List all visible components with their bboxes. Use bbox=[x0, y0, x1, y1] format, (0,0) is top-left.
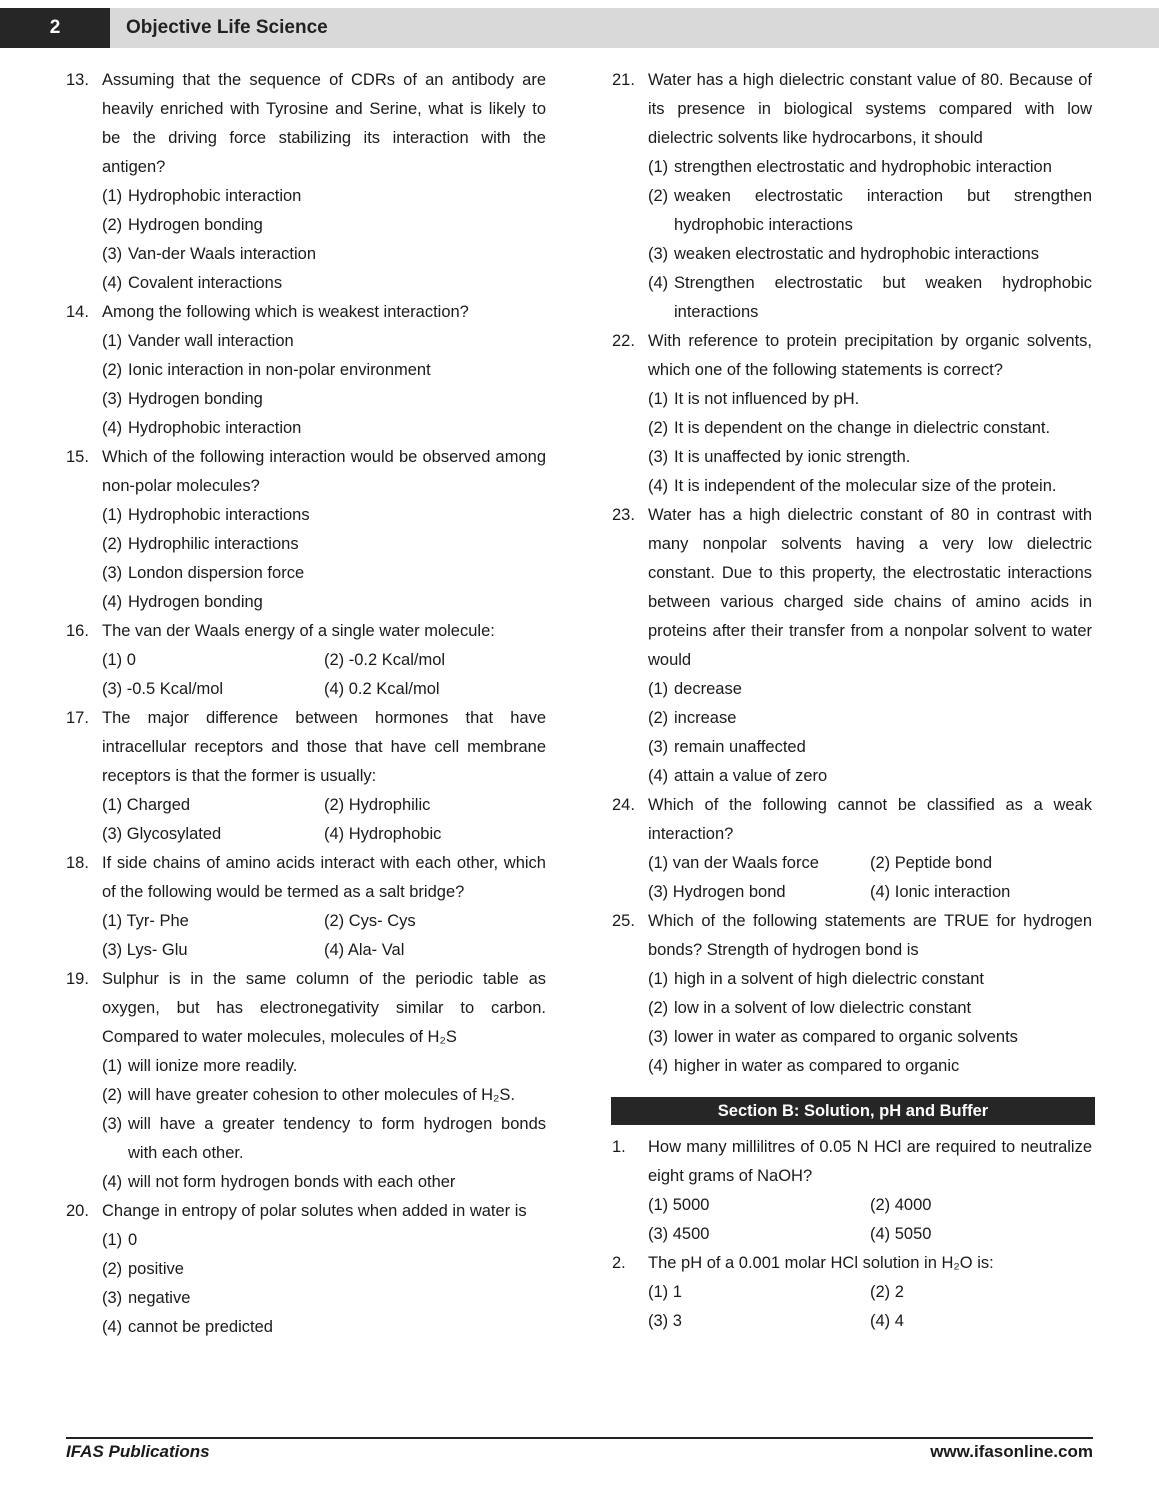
option-label: (1) bbox=[648, 970, 669, 988]
question bbox=[66, 298, 546, 443]
option-row bbox=[648, 1220, 1092, 1249]
answer-option: (2) Peptide bond bbox=[870, 854, 993, 872]
option-label: (4) bbox=[102, 593, 123, 611]
answer-option: (1) It is not influenced by pH. bbox=[648, 385, 1092, 414]
answer-option: (4) Covalent interactions bbox=[102, 269, 546, 298]
answer-option: (1) 0 bbox=[102, 651, 136, 669]
question-number: 21. bbox=[612, 71, 635, 89]
option-label: (4) bbox=[648, 274, 669, 292]
answer-option: (4) Hydrogen bonding bbox=[102, 588, 546, 617]
question-text: With reference to protein precipitation by organic solvents, which one of the following statements is correct? bbox=[648, 332, 1092, 379]
question bbox=[66, 617, 546, 704]
question bbox=[66, 1197, 546, 1342]
question bbox=[66, 443, 546, 617]
option-row bbox=[102, 820, 546, 849]
option-label: (3) bbox=[648, 448, 669, 466]
answer-option: (1) strengthen electrostatic and hydrophobic interaction bbox=[648, 153, 1092, 182]
question bbox=[66, 66, 546, 298]
question-text: The major difference between hormones that have intracellular receptors and those that have cell membrane receptors is that the former is usually: bbox=[102, 709, 546, 785]
answer-option: (4) higher in water as compared to organic bbox=[648, 1052, 1092, 1081]
option-label: (2) bbox=[648, 187, 669, 205]
option-label: (1) bbox=[648, 158, 669, 176]
option-label: (2) bbox=[102, 535, 123, 553]
answer-option: (4) 0.2 Kcal/mol bbox=[324, 680, 440, 698]
question-number: 14. bbox=[66, 303, 89, 321]
answer-option: (3) Hydrogen bond bbox=[648, 883, 786, 901]
answer-option: (4) It is independent of the molecular size of the protein. bbox=[648, 472, 1092, 501]
option-label: (3) bbox=[102, 1115, 123, 1133]
right-column-questions bbox=[612, 66, 1092, 1081]
answer-option: (2) increase bbox=[648, 704, 1092, 733]
answer-option: (3) 4500 bbox=[648, 1225, 710, 1243]
option-row bbox=[102, 936, 546, 965]
question-text: If side chains of amino acids interact with each other, which of the following would be termed as a salt bridge? bbox=[102, 854, 546, 901]
question-number: 22. bbox=[612, 332, 635, 350]
option-label: (1) bbox=[102, 506, 123, 524]
question bbox=[612, 501, 1092, 791]
question bbox=[612, 327, 1092, 501]
question-number: 2. bbox=[612, 1254, 626, 1272]
option-label: (2) bbox=[648, 419, 669, 437]
option-row bbox=[648, 1278, 1092, 1307]
question-number: 16. bbox=[66, 622, 89, 640]
option-label: (2) bbox=[648, 709, 669, 727]
answer-option: (4) attain a value of zero bbox=[648, 762, 1092, 791]
option-label: (4) bbox=[102, 1318, 123, 1336]
question-text: The pH of a 0.001 molar HCl solution in H₂O is: bbox=[648, 1254, 994, 1272]
answer-option: (2) low in a solvent of low dielectric constant bbox=[648, 994, 1092, 1023]
answer-option: (4) 5050 bbox=[870, 1225, 932, 1243]
option-row bbox=[102, 675, 546, 704]
book-title: Objective Life Science bbox=[126, 17, 328, 38]
answer-option: (2) Hydrophilic interactions bbox=[102, 530, 546, 559]
answer-option: (3) Glycosylated bbox=[102, 825, 222, 843]
option-label: (3) bbox=[102, 1289, 123, 1307]
page-header bbox=[0, 8, 1159, 48]
answer-option: (3) It is unaffected by ionic strength. bbox=[648, 443, 1092, 472]
question bbox=[612, 1133, 1092, 1249]
option-label: (3) bbox=[102, 564, 123, 582]
answer-option: (3) 3 bbox=[648, 1312, 682, 1330]
answer-option: (4) Ala- Val bbox=[324, 941, 405, 959]
question-number: 18. bbox=[66, 854, 89, 872]
answer-option: (1) 0 bbox=[102, 1226, 546, 1255]
answer-option: (1) Vander wall interaction bbox=[102, 327, 546, 356]
question-text: Water has a high dielectric constant value of 80. Because of its presence in biological systems compared with low dielectric solvents like hydrocarbons, it should bbox=[648, 71, 1092, 147]
footer-website[interactable]: www.ifasonline.com bbox=[930, 1442, 1093, 1461]
answer-option: (4) Hydrophobic bbox=[324, 825, 442, 843]
question bbox=[612, 791, 1092, 907]
question-number: 1. bbox=[612, 1138, 626, 1156]
answer-option: (3) will have a greater tendency to form hydrogen bonds with each other. bbox=[102, 1110, 546, 1168]
answer-option: (3) weaken electrostatic and hydrophobic interactions bbox=[648, 240, 1092, 269]
page-number: 2 bbox=[0, 8, 110, 48]
question-number: 15. bbox=[66, 448, 89, 466]
option-label: (1) bbox=[102, 1231, 123, 1249]
answer-option: (2) weaken electrostatic interaction but strengthen hydrophobic interactions bbox=[648, 182, 1092, 240]
answer-option: (2) -0.2 Kcal/mol bbox=[324, 651, 446, 669]
question-number: 20. bbox=[66, 1202, 89, 1220]
option-row bbox=[102, 646, 546, 675]
question bbox=[66, 849, 546, 965]
option-label: (1) bbox=[648, 680, 669, 698]
option-row bbox=[648, 849, 1092, 878]
answer-option: (2) It is dependent on the change in dielectric constant. bbox=[648, 414, 1092, 443]
answer-option: (4) cannot be predicted bbox=[102, 1313, 546, 1342]
option-label: (2) bbox=[102, 361, 123, 379]
answer-option: (3) lower in water as compared to organic solvents bbox=[648, 1023, 1092, 1052]
question-number: 19. bbox=[66, 970, 89, 988]
answer-option: (2) Hydrophilic bbox=[324, 796, 431, 814]
answer-option: (4) 4 bbox=[870, 1312, 904, 1330]
option-label: (4) bbox=[648, 477, 669, 495]
answer-option: (3) Van-der Waals interaction bbox=[102, 240, 546, 269]
answer-option: (2) Cys- Cys bbox=[324, 912, 416, 930]
answer-option: (3) London dispersion force bbox=[102, 559, 546, 588]
answer-option: (2) Ionic interaction in non-polar environment bbox=[102, 356, 546, 385]
question-text: Change in entropy of polar solutes when added in water is bbox=[102, 1202, 527, 1220]
option-label: (3) bbox=[648, 738, 669, 756]
footer-publisher: IFAS Publications bbox=[66, 1442, 210, 1461]
answer-option: (1) 5000 bbox=[648, 1196, 710, 1214]
option-label: (1) bbox=[102, 187, 123, 205]
answer-option: (1) Hydrophobic interaction bbox=[102, 182, 546, 211]
option-label: (2) bbox=[648, 999, 669, 1017]
answer-option: (3) Lys- Glu bbox=[102, 941, 188, 959]
question-text: Which of the following statements are TRUE for hydrogen bonds? Strength of hydrogen bond is bbox=[648, 912, 1092, 959]
right-column bbox=[612, 66, 1092, 1336]
option-label: (4) bbox=[648, 1057, 669, 1075]
answer-option: (2) Hydrogen bonding bbox=[102, 211, 546, 240]
answer-option: (1) Charged bbox=[102, 796, 191, 814]
answer-option: (1) Tyr- Phe bbox=[102, 912, 189, 930]
option-row bbox=[648, 1307, 1092, 1336]
option-label: (4) bbox=[648, 767, 669, 785]
question bbox=[66, 704, 546, 849]
option-label: (1) bbox=[648, 390, 669, 408]
question-text: Water has a high dielectric constant of 80 in contrast with many nonpolar solvents having a very low dielectric constant. Due to this property, the electrostatic interactions between various charged side chains of amino acids in proteins after their transfer from a nonpolar solvent to water would bbox=[648, 506, 1092, 669]
option-label: (2) bbox=[102, 216, 123, 234]
answer-option: (3) negative bbox=[102, 1284, 546, 1313]
answer-option: (1) Hydrophobic interactions bbox=[102, 501, 546, 530]
question-number: 25. bbox=[612, 912, 635, 930]
answer-option: (4) Hydrophobic interaction bbox=[102, 414, 546, 443]
option-row bbox=[102, 907, 546, 936]
option-label: (2) bbox=[102, 1086, 123, 1104]
question-text: The van der Waals energy of a single water molecule: bbox=[102, 622, 495, 640]
question-text: Sulphur is in the same column of the periodic table as oxygen, but has electronegativity similar to carbon. Compared to water molecules, molecules of H₂S bbox=[102, 970, 546, 1046]
question-number: 13. bbox=[66, 71, 89, 89]
answer-option: (4) will not form hydrogen bonds with each other bbox=[102, 1168, 546, 1197]
question-number: 23. bbox=[612, 506, 635, 524]
option-label: (3) bbox=[648, 1028, 669, 1046]
answer-option: (2) 4000 bbox=[870, 1196, 932, 1214]
question-text: Which of the following cannot be classified as a weak interaction? bbox=[648, 796, 1092, 843]
option-label: (3) bbox=[648, 245, 669, 263]
option-label: (4) bbox=[102, 419, 123, 437]
answer-option: (2) positive bbox=[102, 1255, 546, 1284]
option-row bbox=[648, 1191, 1092, 1220]
answer-option: (1) van der Waals force bbox=[648, 854, 819, 872]
answer-option: (4) Strengthen electrostatic but weaken hydrophobic interactions bbox=[648, 269, 1092, 327]
question-text: Which of the following interaction would be observed among non-polar molecules? bbox=[102, 448, 546, 495]
option-row bbox=[648, 878, 1092, 907]
question bbox=[612, 907, 1092, 1081]
section-b-heading: Section B: Solution, pH and Buffer bbox=[611, 1097, 1095, 1125]
option-label: (1) bbox=[102, 1057, 123, 1075]
answer-option: (3) Hydrogen bonding bbox=[102, 385, 546, 414]
left-column bbox=[66, 66, 546, 1342]
option-row bbox=[102, 791, 546, 820]
question-text: How many millilitres of 0.05 N HCl are required to neutralize eight grams of NaOH? bbox=[648, 1138, 1092, 1185]
question-text: Assuming that the sequence of CDRs of an antibody are heavily enriched with Tyrosine and Serine, what is likely to be the driving force stabilizing its interaction with the antigen? bbox=[102, 71, 546, 176]
answer-option: (3) -0.5 Kcal/mol bbox=[102, 680, 224, 698]
option-label: (4) bbox=[102, 1173, 123, 1191]
option-label: (1) bbox=[102, 332, 123, 350]
question-text: Among the following which is weakest interaction? bbox=[102, 303, 469, 321]
question-number: 24. bbox=[612, 796, 635, 814]
option-label: (3) bbox=[102, 245, 123, 263]
answer-option: (1) 1 bbox=[648, 1283, 682, 1301]
question bbox=[66, 965, 546, 1197]
section-b-questions bbox=[612, 1133, 1092, 1336]
answer-option: (4) Ionic interaction bbox=[870, 883, 1011, 901]
footer-divider bbox=[66, 1437, 1093, 1439]
question bbox=[612, 1249, 1092, 1336]
question bbox=[612, 66, 1092, 327]
answer-option: (2) 2 bbox=[870, 1283, 904, 1301]
option-label: (2) bbox=[102, 1260, 123, 1278]
answer-option: (1) will ionize more readily. bbox=[102, 1052, 546, 1081]
answer-option: (2) will have greater cohesion to other molecules of H₂S. bbox=[102, 1081, 546, 1110]
option-label: (4) bbox=[102, 274, 123, 292]
answer-option: (3) remain unaffected bbox=[648, 733, 1092, 762]
question-number: 17. bbox=[66, 709, 89, 727]
option-label: (3) bbox=[102, 390, 123, 408]
answer-option: (1) decrease bbox=[648, 675, 1092, 704]
answer-option: (1) high in a solvent of high dielectric constant bbox=[648, 965, 1092, 994]
